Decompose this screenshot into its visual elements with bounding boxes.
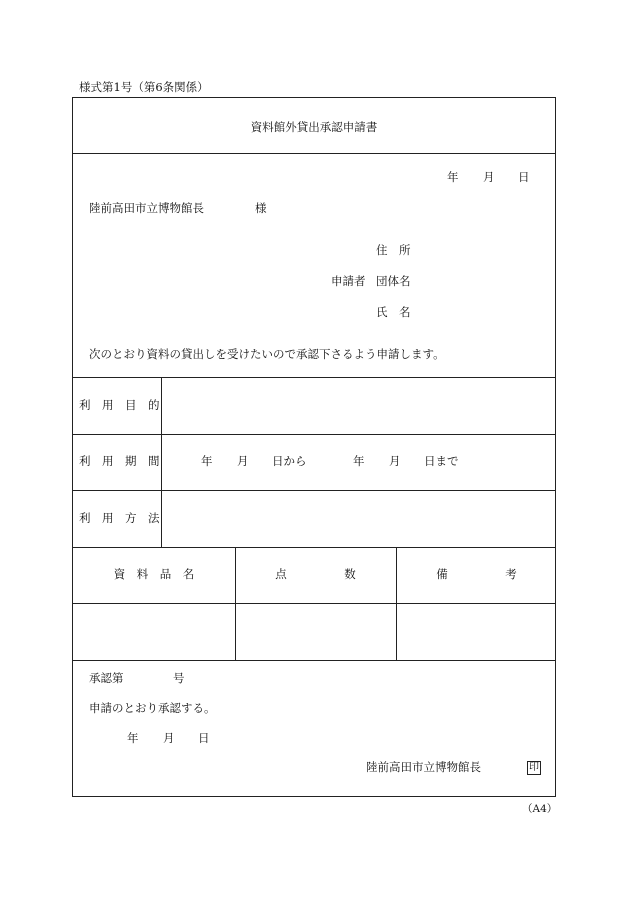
approval-year-label: 年	[127, 731, 139, 745]
divider	[73, 434, 555, 435]
table-header-item-name: 資 料 品 名	[113, 567, 195, 581]
approval-number-suffix: 号	[173, 671, 185, 685]
date-month-label: 月	[483, 170, 495, 184]
purpose-label: 利 用 目 的	[79, 398, 160, 412]
approval-number-label: 承認第	[89, 671, 124, 685]
table-column-divider	[396, 547, 397, 660]
approval-day-label: 日	[198, 731, 210, 745]
addressee-name: 陸前高田市立博物館長	[89, 201, 204, 215]
label-column-divider	[161, 377, 162, 547]
divider	[73, 490, 555, 491]
seal-mark: 印	[529, 762, 539, 773]
approval-month-label: 月	[163, 731, 175, 745]
period-to-year: 年	[353, 454, 365, 468]
divider	[73, 377, 555, 378]
addressee-honorific: 様	[255, 201, 267, 215]
divider	[73, 603, 555, 604]
form-title: 資料館外貸出承認申請書	[250, 120, 378, 134]
period-label: 利 用 期 間	[79, 454, 160, 468]
divider	[73, 660, 555, 661]
divider	[73, 547, 555, 548]
paper-size-label: （A4）	[522, 803, 558, 815]
date-day-label: 日	[518, 170, 530, 184]
method-label: 利 用 方 法	[79, 511, 160, 525]
name-label: 氏 名	[376, 305, 411, 319]
divider	[73, 153, 555, 154]
application-form	[72, 97, 556, 797]
group-name-label: 団体名	[376, 274, 411, 288]
period-to-day: 日まで	[424, 454, 459, 468]
period-to-month: 月	[389, 454, 401, 468]
address-label: 住 所	[376, 243, 411, 257]
approval-statement: 申請のとおり承認する。	[89, 701, 216, 715]
applicant-label: 申請者	[331, 274, 366, 288]
period-from-year: 年	[201, 454, 213, 468]
table-column-divider	[235, 547, 236, 660]
date-year-label: 年	[447, 170, 459, 184]
period-from-month: 月	[237, 454, 249, 468]
table-header-remarks: 備 考	[436, 567, 517, 581]
table-header-quantity: 点 数	[275, 567, 356, 581]
approver-name: 陸前高田市立博物館長	[366, 760, 481, 774]
period-from-day: 日から	[272, 454, 307, 468]
form-number: 様式第1号（第6条関係）	[79, 80, 209, 94]
request-statement: 次のとおり資料の貸出しを受けたいので承認下さるよう申請します。	[89, 347, 445, 361]
